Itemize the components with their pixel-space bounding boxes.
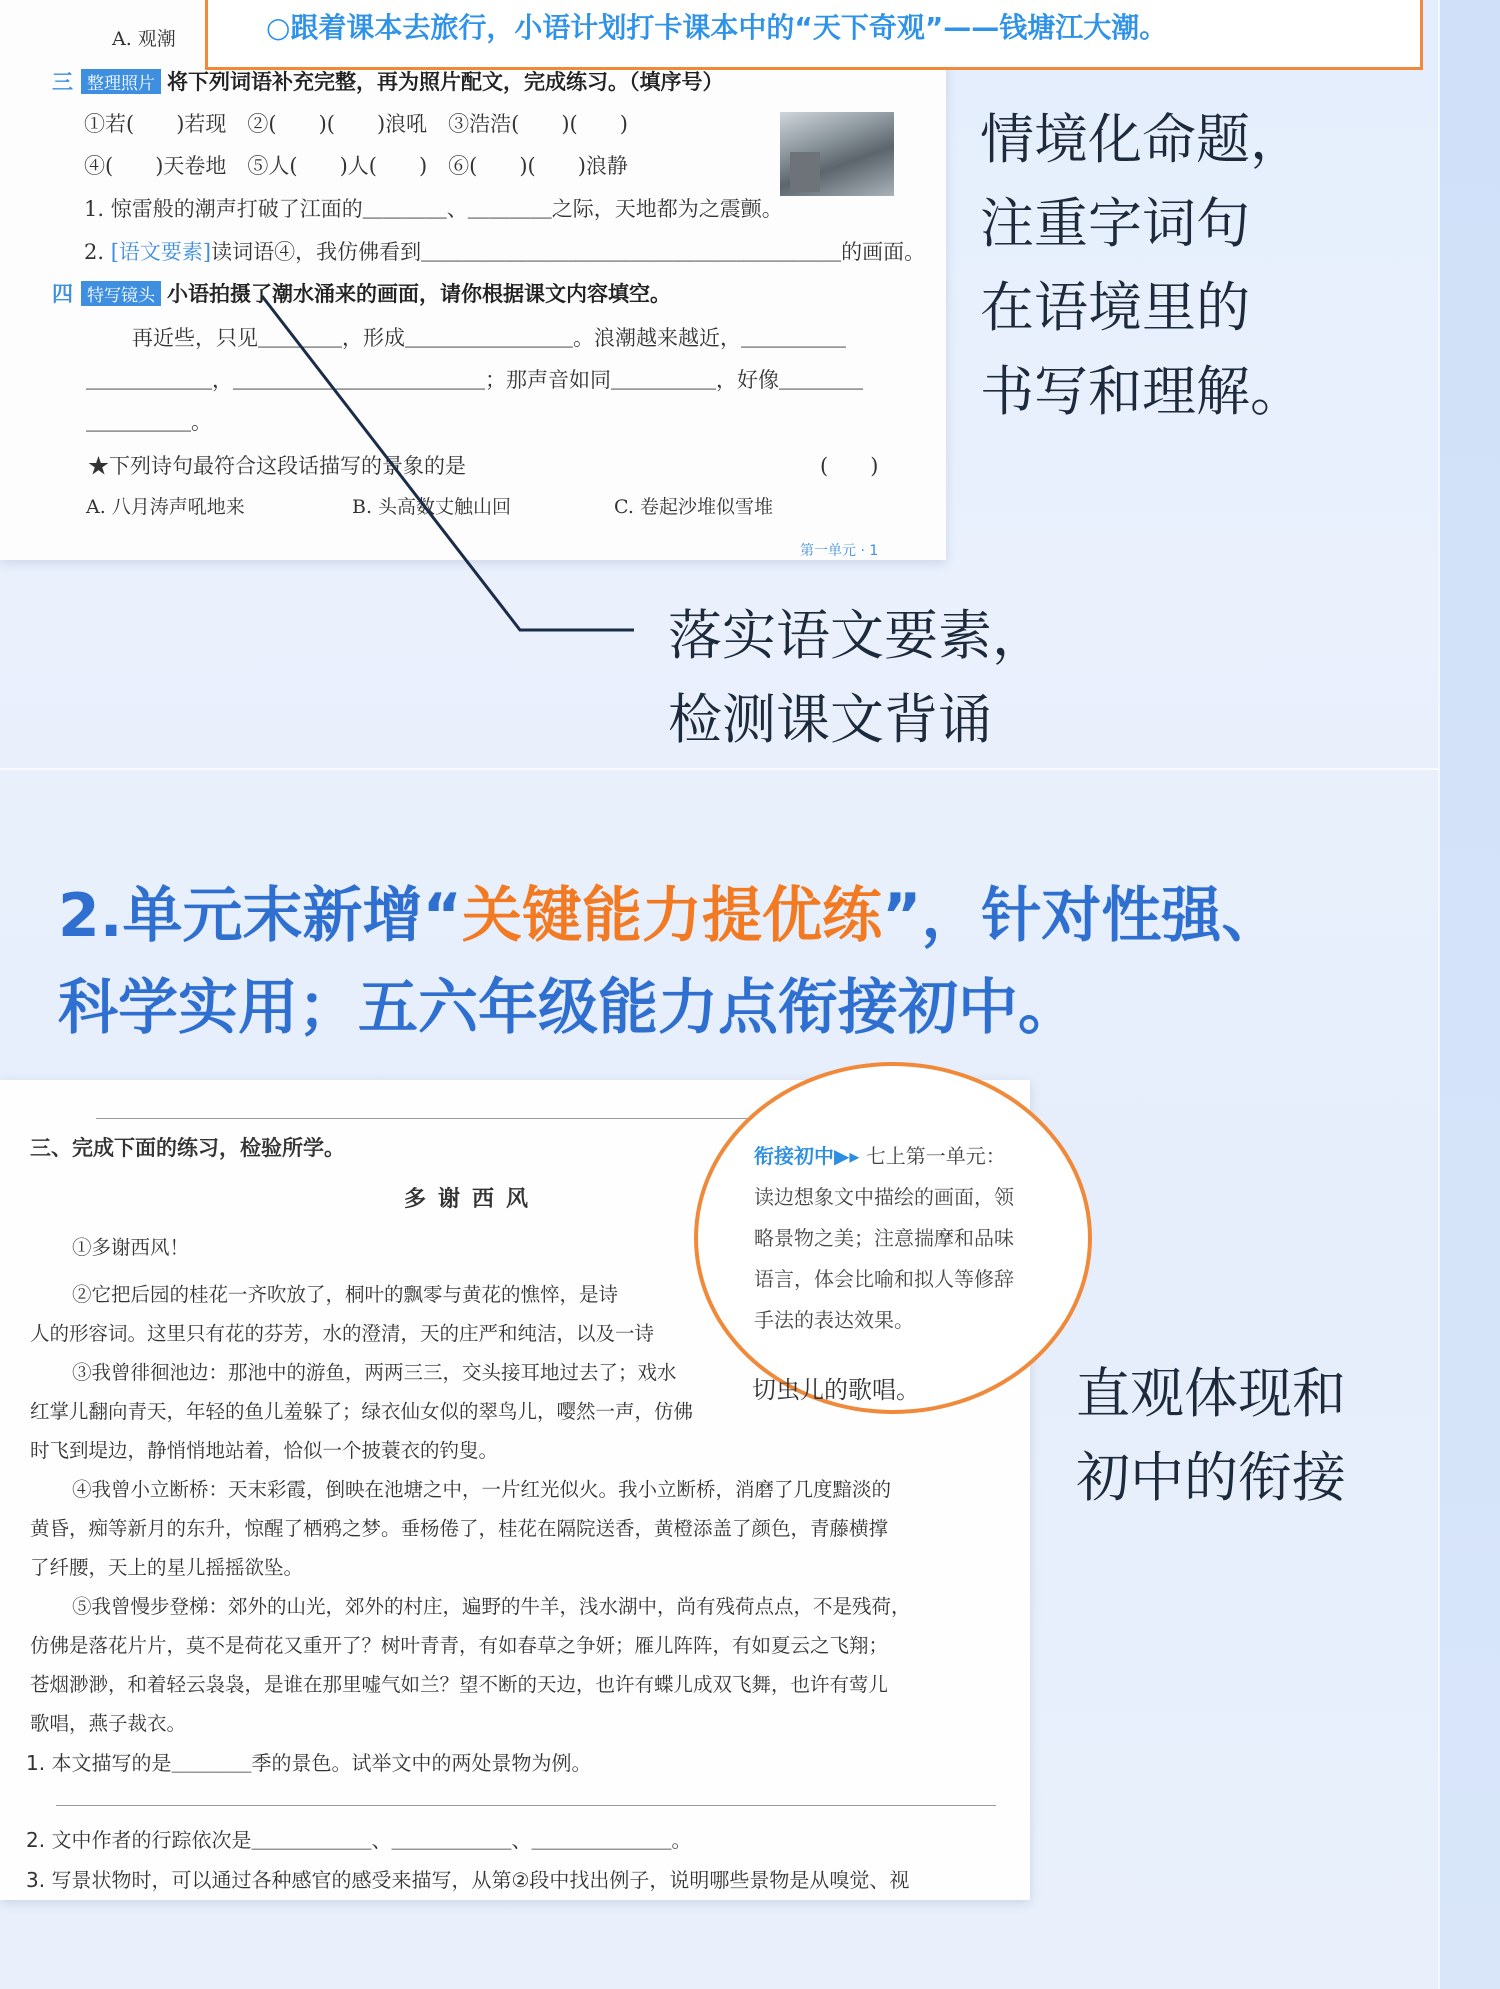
circle-line-5: 手法的表达效果。 <box>754 1308 914 1332</box>
question-1: 1. 惊雷般的潮声打破了江面的＿＿＿＿、＿＿＿＿之际，天地都为之震颤。 <box>84 197 783 221</box>
note2-line2: 检测课文背诵 <box>668 688 992 751</box>
tide-photo <box>780 112 894 196</box>
para-5-line-3: 苍烟渺渺，和着轻云袅袅，是谁在那里嘘气如兰？望不断的天边，也许有蝶儿成双飞舞，也许有莺儿 <box>30 1673 889 1696</box>
para-4-line-2: 黄昏，痴等新月的东升，惊醒了栖鸦之梦。垂杨倦了，桂花在隔院送香，黄橙添盖了颜色，青藤横撑 <box>30 1517 889 1540</box>
question-2 <box>84 236 925 266</box>
section-three-header <box>52 66 724 96</box>
choice-a: A. 八月涛声吼地来 <box>86 496 245 518</box>
word-row-2: ④( )天卷地 ⑤人( )人( ) ⑥( )( )浪静 <box>84 154 628 178</box>
section-three-instruction: 将下列词语补充完整，再为照片配文，完成练习。（填序号） <box>167 70 724 94</box>
page-footer: 第一单元 · 1 <box>800 543 879 559</box>
language-element-tag: [语文要素] <box>110 240 212 264</box>
note1-line4: 书写和理解。 <box>980 360 1304 423</box>
exercise-question-3: 3. 写景状物时，可以通过各种感官的感受来描写，从第②段中找出例子，说明哪些景物是从嗅觉、视 <box>26 1868 910 1892</box>
fill-line-3: ＿＿＿＿＿。 <box>86 410 212 434</box>
circle-line-2: 读边想象文中描绘的画面，领 <box>754 1185 1014 1209</box>
para-3-line-2: 红掌儿翻向青天，年轻的鱼儿羞躲了；绿衣仙女似的翠鸟儿，嘤然一声，仿佛 <box>30 1400 694 1423</box>
heading-line1-after: ”，针对性强、 <box>881 881 1282 951</box>
section-divider <box>0 768 1440 770</box>
note1-line3: 在语境里的 <box>980 276 1250 339</box>
para-3-line-3: 时飞到堤边，静悄悄地站着，恰似一个披蓑衣的钓叟。 <box>30 1439 499 1462</box>
right-edge-strip <box>1438 0 1500 1989</box>
circle-line-3: 略景物之美；注意揣摩和品味 <box>754 1226 1014 1250</box>
heading-line-2: 科学实用；五六年级能力点衔接初中。 <box>58 973 1078 1043</box>
note-junior-high-connection <box>1076 1352 1346 1520</box>
circle-unit-text: 七上第一单元： <box>865 1144 1006 1168</box>
feature-heading <box>58 870 1281 1054</box>
article-title: 多谢西风 <box>404 1186 541 1212</box>
para-2-line-2: 人的形容词。这里只有花的芬芳，水的澄清，天的庄严和纯洁，以及一诗 <box>30 1322 655 1345</box>
para-3-line-1: ③我曾徘徊池边：那池中的游鱼，两两三三，交头接耳地过去了；戏水 <box>72 1361 677 1384</box>
para-2-line-1: ②它把后园的桂花一齐吹放了，桐叶的飘零与黄花的憔悴，是诗 <box>72 1283 619 1306</box>
para-1: ①多谢西风！ <box>72 1236 190 1259</box>
note2-line1: 落实语文要素， <box>668 604 1046 667</box>
word-row-1: ①若( )若现 ②( )( )浪吼 ③浩浩( )( ) <box>84 112 628 136</box>
section-four-number: 四 <box>52 282 73 306</box>
note1-line1: 情境化命题， <box>980 108 1304 171</box>
play-arrow-icon: ▶▸ <box>834 1144 860 1168</box>
workbook-page-top <box>0 0 946 560</box>
scenario-callout-text: ○跟着课本去旅行，小语计划打卡课本中的“天下奇观”——钱塘江大潮。 <box>266 11 1168 44</box>
magnified-text-below: 切虫儿的歌唱。 <box>752 1376 920 1404</box>
junior-high-link-tag: 衔接初中 <box>754 1144 834 1168</box>
junior-high-link-content <box>754 1136 1014 1341</box>
circle-line-1 <box>754 1136 1014 1177</box>
note-language-elements <box>668 594 1046 762</box>
note-contextual-questions <box>980 98 1304 434</box>
para-5-line-4: 歌唱，燕子裁衣。 <box>30 1712 187 1735</box>
question-2-prefix: 2. <box>84 240 111 264</box>
section-four-header <box>52 278 671 308</box>
answer-paren: ( ) <box>820 454 879 478</box>
section-three-badge: 整理照片 <box>81 69 161 94</box>
para-5-line-2: 仿佛是落花片片，莫不是荷花又重开了？树叶青青，有如春草之争妍；雁儿阵阵，有如夏云之飞翔； <box>30 1634 889 1657</box>
choice-b: B. 头高数丈触山回 <box>352 496 512 518</box>
exercise-question-1: 1. 本文描写的是＿＿＿＿季的景色。试举文中的两处景物为例。 <box>26 1751 592 1775</box>
junior-high-link-magnifier <box>694 1062 1092 1414</box>
para-5-line-1: ⑤我曾慢步登梯：郊外的山光，郊外的村庄，遍野的牛羊，浅水湖中，尚有残荷点点，不是残荷， <box>72 1595 911 1618</box>
choice-c: C. 卷起沙堆似雪堆 <box>614 496 773 518</box>
fill-line-1: 再近些，只见＿＿＿＿，形成＿＿＿＿＿＿＿＿。浪潮越来越近，＿＿＿＿＿ <box>132 326 846 350</box>
section-four-badge: 特写镜头 <box>81 281 161 306</box>
heading-highlight: 关键能力提优练 <box>461 881 882 951</box>
section-four-instruction: 小语拍摄了潮水涌来的画面，请你根据课文内容填空。 <box>167 282 671 306</box>
star-question: ★下列诗句最符合这段话描写的景象的是 <box>88 454 466 478</box>
exercise-question-2: 2. 文中作者的行踪依次是＿＿＿＿＿＿、＿＿＿＿＿＿、＿＿＿＿＿＿＿。 <box>26 1828 692 1852</box>
question-2-text: 读词语④，我仿佛看到＿＿＿＿＿＿＿＿＿＿＿＿＿＿＿＿＿＿＿＿的画面。 <box>211 240 926 264</box>
note3-line1: 直观体现和 <box>1076 1362 1346 1425</box>
note3-line2: 初中的衔接 <box>1076 1446 1346 1509</box>
exercise-section-heading: 三、完成下面的练习，检验所学。 <box>30 1136 345 1160</box>
answer-rule <box>56 1805 996 1806</box>
heading-line1-before: 2.单元末新增“ <box>58 881 462 951</box>
section-three-number: 三 <box>52 70 73 94</box>
fill-line-2: ＿＿＿＿＿＿，＿＿＿＿＿＿＿＿＿＿＿＿；那声音如同＿＿＿＿＿，好像＿＿＿＿ <box>86 368 863 392</box>
scenario-callout-box <box>205 0 1423 70</box>
note1-line2: 注重字词句 <box>980 192 1250 255</box>
option-a-text: A. 观潮 <box>112 28 176 50</box>
para-4-line-1: ④我曾小立断桥：天末彩霞，倒映在池塘之中，一片红光似火。我小立断桥，消磨了几度黯淡的 <box>72 1478 892 1501</box>
circle-line-4: 语言，体会比喻和拟人等修辞 <box>754 1267 1014 1291</box>
heading-line-1 <box>58 870 1281 962</box>
para-4-line-3: 了纤腰，天上的星儿摇摇欲坠。 <box>30 1556 304 1579</box>
